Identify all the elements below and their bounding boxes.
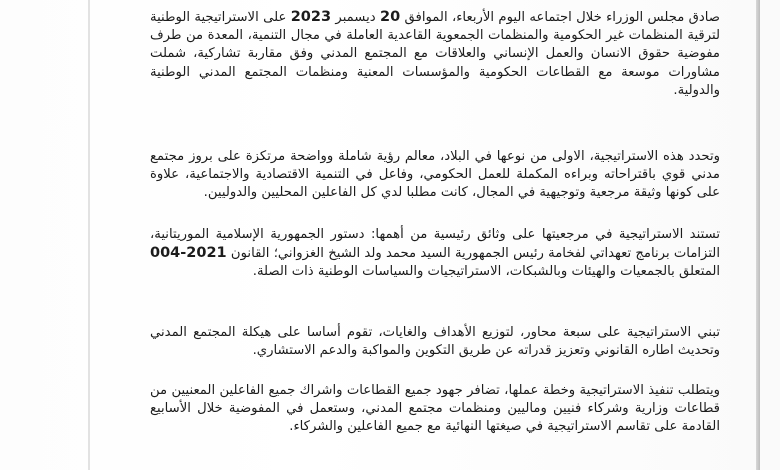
date-day: 20: [379, 9, 401, 25]
paragraph-approval-part-a: صادق مجلس الوزراء خلال اجتماعه اليوم الأربعاء، الموافق: [400, 10, 720, 25]
paragraph-approval-part-b: ديسمبر: [331, 10, 380, 25]
paragraph-implementation: ويتطلب تنفيذ الاستراتيجية وخطة عملها، تضافر جهود جميع القطاعات واشراك جميع الفاعلين المعنيين من قطاعات وزارية وشركاء فنيين وماليين ومنظمات مجتمع المدني، وستعمل في المفوضية خلال الأسابيع القادمة على تقاسم الاستراتيجية في صيغتها النهائية مع جميع الفاعلين والشركاء.: [150, 383, 720, 435]
page-edge-right: [756, 0, 760, 470]
paragraph-approval: [150, 8, 720, 100]
law-number: 004-2021: [150, 245, 227, 262]
paragraph-references-part-b: المتعلق بالجمعيات والهيئات وبالشبكات، الاستراتيجيات والسياسات الوطنية ذات الصلة.: [252, 264, 720, 280]
page-edge-left: [88, 0, 90, 470]
paragraph-references-part-a: تستند الاستراتيجية في مرجعيتها على وثائق رئيسية من أهمها: دستور الجمهورية الإسلامية الموريتانية، التزامات برنامج تعهداتي لفخامة رئيس الجمهورية السيد محمد ولد الشيخ الغزواني؛ القانون: [150, 227, 720, 262]
paragraph-vision: وتحدد هذه الاستراتيجية، الاولى من نوعها في البلاد، معالم رؤية شاملة وواضحة مرتكزة على بروز مجتمع مدني قوي باقتراحاته وبراءه المكملة للعمل الحكومي، وفاعل في التنمية الاقتصادية والاجتماعية، علاوة على كونها وثيقة مرجعية وتوجيهية في المجال، كانت مطلبا لدي كل الفاعلين المحليين والدوليين.: [150, 149, 720, 201]
paragraph-references: [150, 226, 720, 282]
date-year: 2023: [290, 9, 332, 25]
paragraph-approval-part-c: على الاستراتيجية الوطنية لترقية المنظمات غير الحكومية والمنظمات الجمعوية القاعدية العاملة في مجال التنمية، المعدة من طرف مفوضية حقوق الانسان والعمل الإنساني والعلاقات مع المجتمع المدني وفق مقاربة تشاركية، شملت مشاورات موسعة مع القطاعات الحكومية والمؤسسات المعنية ومنظمات المجتمع المدني الوطنية والدولية.: [150, 10, 720, 98]
paragraph-axes: تبني الاستراتيجية على سبعة محاور، لتوزيع الأهداف والغايات، تقوم أساسا على هيكلة المجتمع المدني وتحديث اطاره القانوني وتعزيز قدراته عن طريق التكوين والمواكبة والدعم الاستشاري.: [150, 325, 720, 359]
